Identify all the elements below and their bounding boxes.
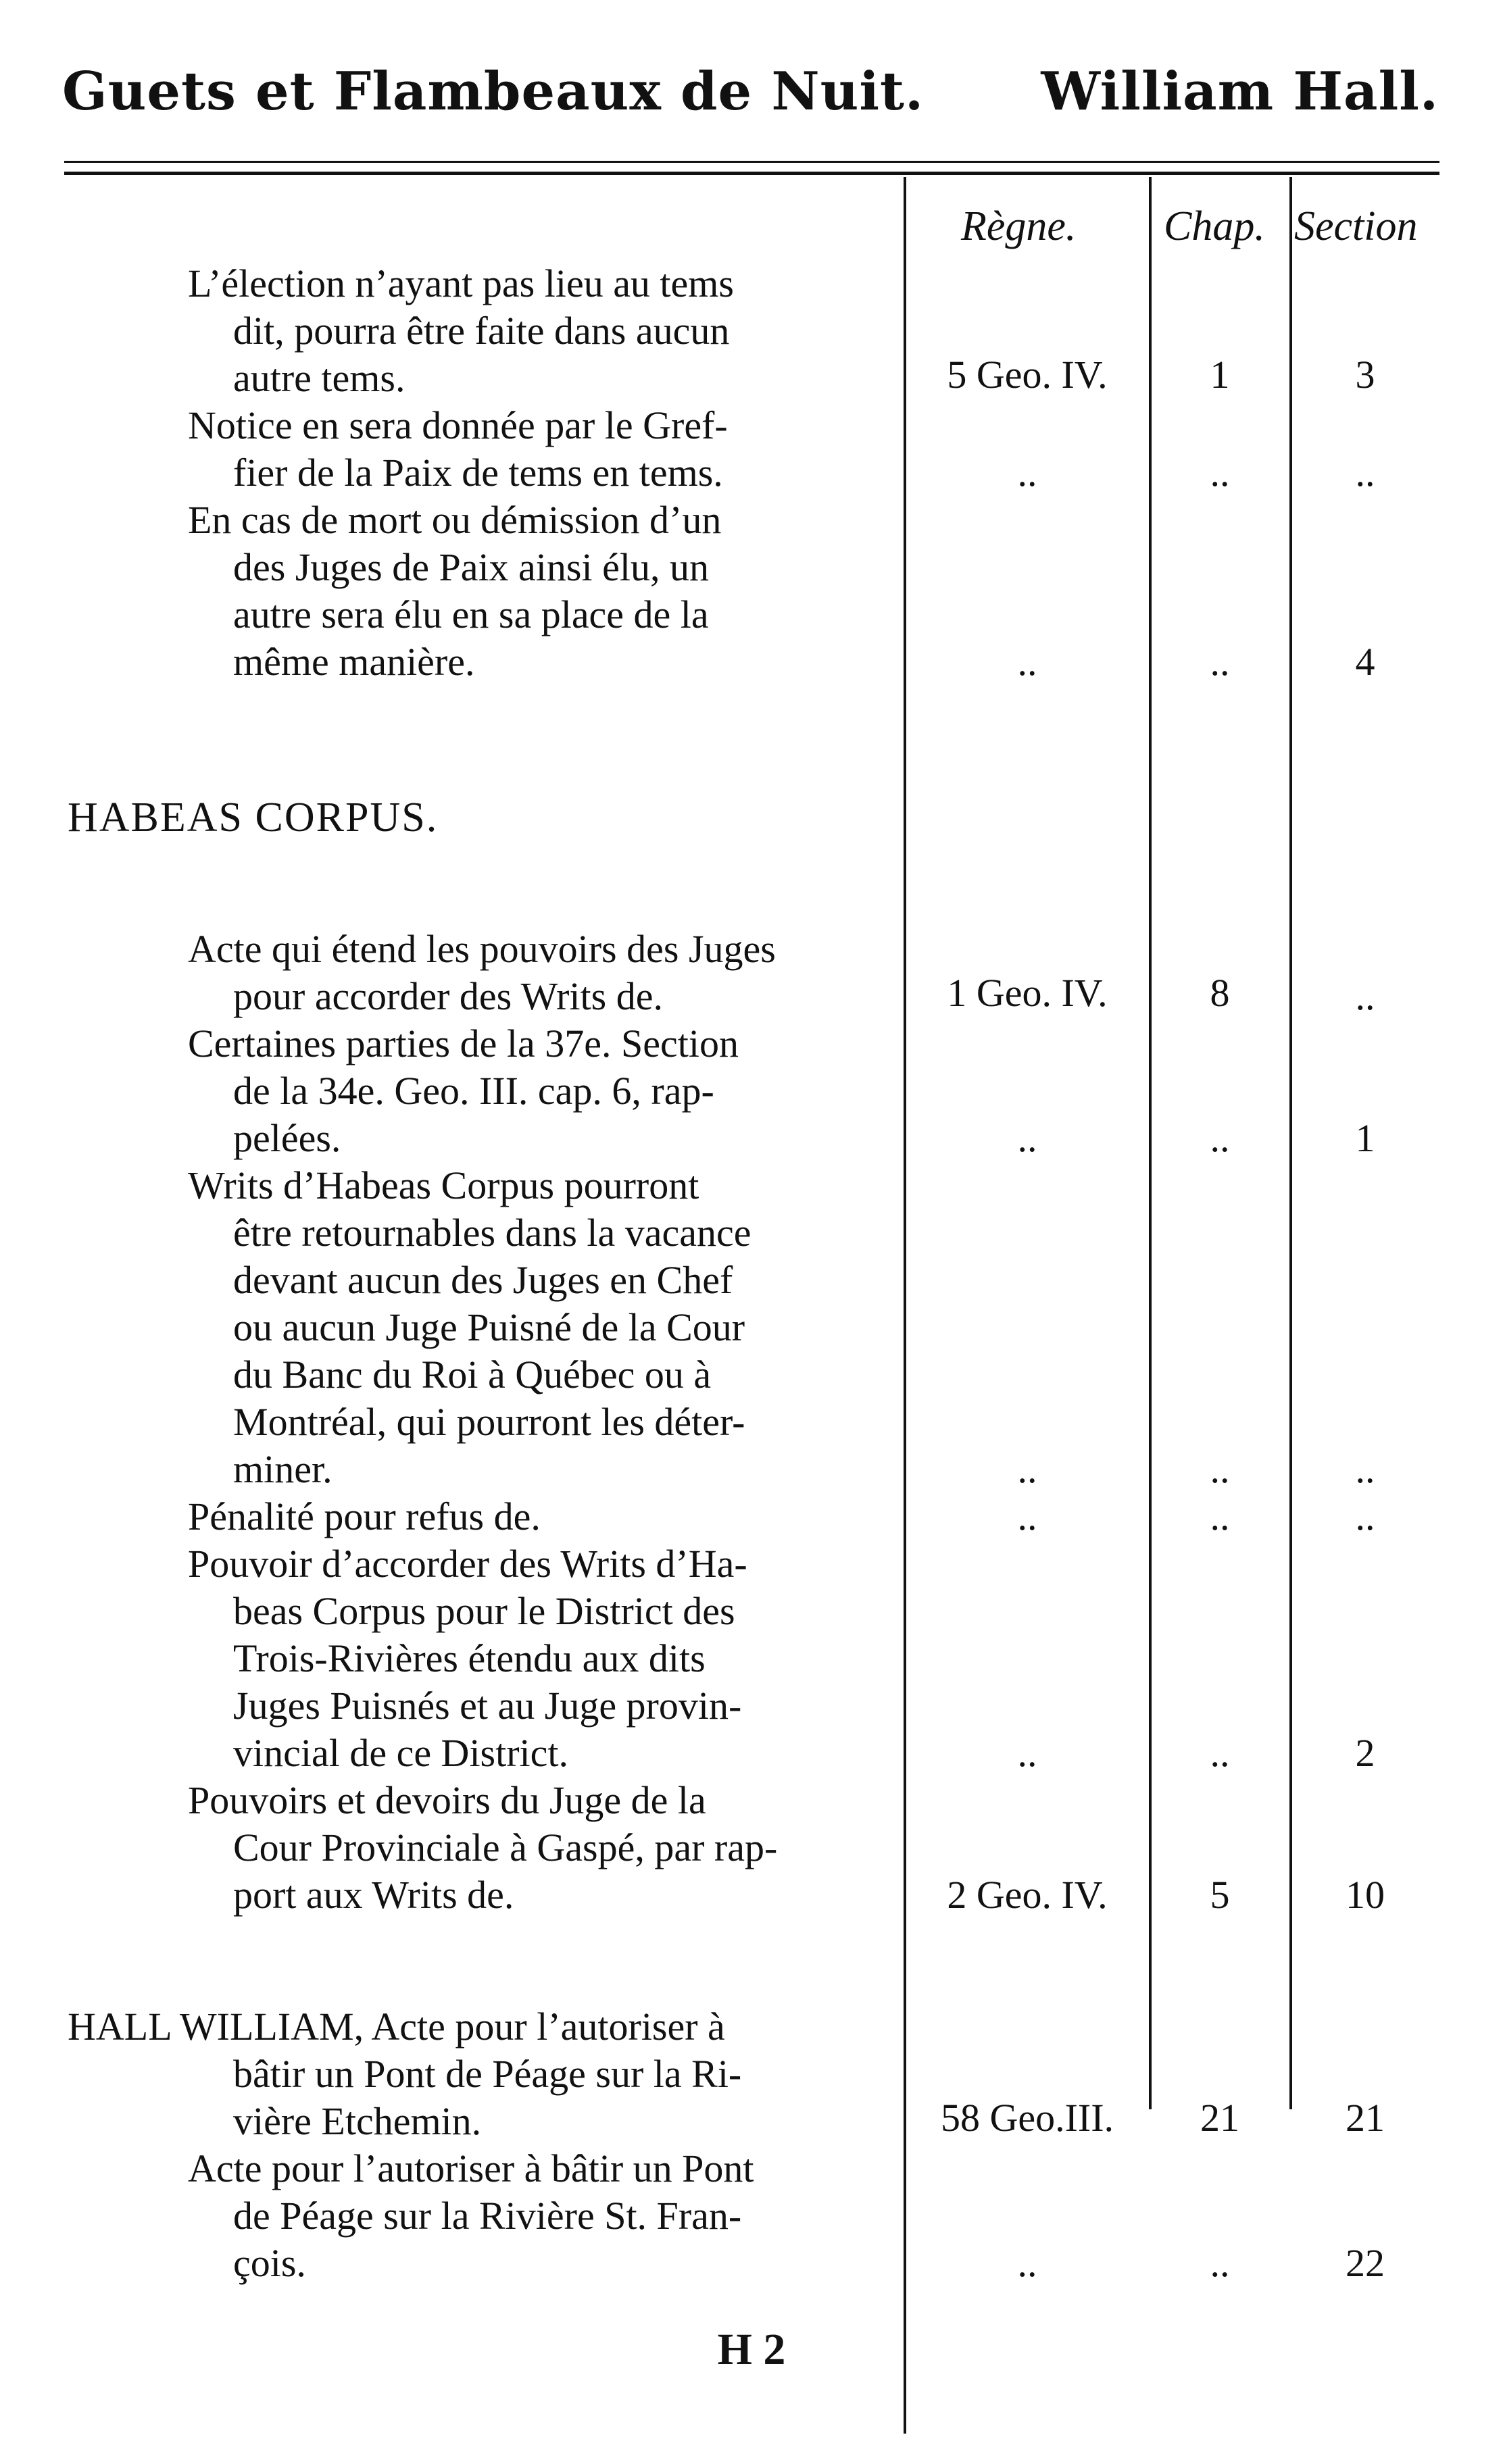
entry-line: des Juges de Paix ainsi élu, un	[233, 545, 709, 589]
section-cell: 10	[1346, 1873, 1385, 1917]
running-head-left: Guets et Flambeaux de Nuit.	[62, 61, 925, 122]
entry-line: ou aucun Juge Puisné de la Cour	[233, 1305, 745, 1349]
section-cell: 21	[1346, 2096, 1385, 2140]
section-cell: 1	[1355, 1116, 1375, 1160]
entry-line: beas Corpus pour le District des	[233, 1589, 735, 1633]
entry-line: même manière.	[233, 640, 475, 684]
entry-line: dit, pourra être faite dans aucun	[233, 309, 730, 353]
regne-cell: ..	[1017, 1116, 1037, 1160]
section-heading-habeas-corpus: HABEAS CORPUS.	[68, 795, 439, 840]
section-cell: ..	[1355, 1494, 1375, 1538]
entry-line: de Péage sur la Rivière St. Fran-	[233, 2194, 742, 2238]
entry-line: L’élection n’ayant pas lieu au tems	[188, 261, 734, 305]
regne-cell: 1 Geo. IV.	[947, 971, 1108, 1015]
section-cell: ..	[1355, 974, 1375, 1018]
chap-cell: ..	[1210, 1447, 1230, 1491]
chap-cell: 1	[1210, 353, 1230, 397]
section-cell: ..	[1355, 451, 1375, 495]
entry-line: pelées.	[233, 1116, 341, 1160]
column-head-regne: Règne.	[961, 203, 1077, 249]
regne-cell: ..	[1017, 1447, 1037, 1491]
entry-line: En cas de mort ou démission d’un	[188, 498, 722, 542]
regne-cell: ..	[1017, 2241, 1037, 2285]
chap-cell: 5	[1210, 1873, 1230, 1917]
chap-cell: ..	[1210, 1731, 1230, 1775]
entry-line: de la 34e. Geo. III. cap. 6, rap-	[233, 1069, 714, 1113]
entry-line: Pouvoir d’accorder des Writs d’Ha-	[188, 1542, 747, 1586]
entry-line: Montréal, qui pourront les déter-	[233, 1400, 745, 1444]
chap-cell: 21	[1200, 2096, 1239, 2140]
section-cell: 4	[1355, 640, 1375, 684]
chap-cell: ..	[1210, 2241, 1230, 2285]
chap-cell: ..	[1210, 1494, 1230, 1538]
entry-line: Certaines parties de la 37e. Section	[188, 1022, 739, 1065]
entry-line: Cour Provinciale à Gaspé, par rap-	[233, 1826, 778, 1869]
entry-line: Notice en sera donnée par le Gref-	[188, 403, 728, 447]
entry-line: Acte pour l’autoriser à bâtir un Pont	[188, 2146, 754, 2190]
chap-cell: ..	[1210, 1116, 1230, 1160]
running-head-right: William Hall.	[1041, 61, 1439, 122]
entry-line: HALL WILLIAM, Acte pour l’autoriser à	[68, 2005, 725, 2048]
entry-line: Acte qui étend les pouvoirs des Juges	[188, 927, 776, 971]
entry-line: fier de la Paix de tems en tems.	[233, 451, 723, 495]
entry-line: Trois-Rivières étendu aux dits	[233, 1636, 706, 1680]
entry-line: çois.	[233, 2241, 306, 2285]
regne-cell: 5 Geo. IV.	[947, 353, 1108, 397]
chap-cell: 8	[1210, 971, 1230, 1015]
entry-line: du Banc du Roi à Québec ou à	[233, 1353, 712, 1397]
entry-line: bâtir un Pont de Péage sur la Ri-	[233, 2052, 742, 2096]
signature-mark: H 2	[717, 2325, 786, 2374]
regne-cell: 2 Geo. IV.	[947, 1873, 1108, 1917]
regne-cell: ..	[1017, 640, 1037, 684]
entry-line: Pénalité pour refus de.	[188, 1494, 541, 1538]
regne-cell: ..	[1017, 1494, 1037, 1538]
regne-cell: 58 Geo.III.	[940, 2096, 1114, 2140]
entry-line: vincial de ce District.	[233, 1731, 569, 1775]
section-cell: 2	[1355, 1731, 1375, 1775]
column-head-section: Section	[1294, 203, 1418, 249]
section-cell: ..	[1355, 1447, 1375, 1491]
column-head-chap: Chap.	[1164, 203, 1265, 249]
section-cell: 22	[1346, 2241, 1385, 2285]
entry-line: miner.	[233, 1447, 332, 1491]
entry-line: être retournables dans la vacance	[233, 1211, 752, 1255]
chap-cell: ..	[1210, 640, 1230, 684]
header-rule-thick	[64, 172, 1439, 175]
regne-cell: ..	[1017, 1731, 1037, 1775]
entry-line: Pouvoirs et devoirs du Juge de la	[188, 1778, 706, 1822]
section-cell: 3	[1355, 353, 1375, 397]
entry-line: vière Etchemin.	[233, 2099, 482, 2143]
entry-line: port aux Writs de.	[233, 1873, 514, 1917]
entry-line: autre sera élu en sa place de la	[233, 593, 709, 636]
entry-line: Juges Puisnés et au Juge provin-	[233, 1684, 742, 1728]
entry-line: devant aucun des Juges en Chef	[233, 1258, 733, 1302]
entry-line: autre tems.	[233, 356, 405, 400]
entry-line: pour accorder des Writs de.	[233, 974, 663, 1018]
header-rule-thin	[64, 161, 1439, 163]
chap-cell: ..	[1210, 451, 1230, 495]
entry-line: Writs d’Habeas Corpus pourront	[188, 1163, 699, 1207]
regne-cell: ..	[1017, 451, 1037, 495]
